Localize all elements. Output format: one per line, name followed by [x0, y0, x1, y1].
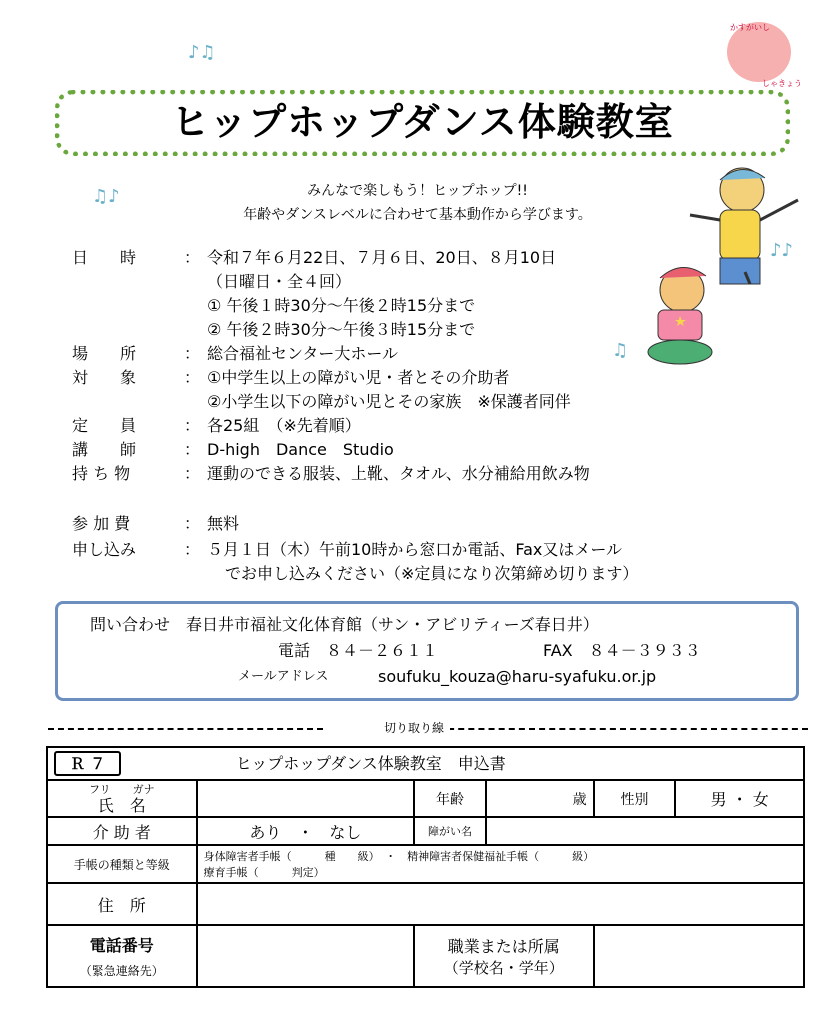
name-label: 氏 名 [97, 796, 146, 815]
assistant-field[interactable]: あり ・ なし [197, 817, 414, 845]
cut-dash-right [438, 728, 808, 730]
capacity-value: 各25組 （※先着順） [207, 416, 361, 435]
phone-row [47, 925, 804, 987]
gender-field[interactable]: 男 ・ 女 [675, 780, 804, 817]
cut-line-label: 切り取り線 [378, 719, 450, 736]
music-notes-icon: ♪♪ [770, 240, 793, 261]
colon: ： [183, 416, 200, 435]
contact-line: 問い合わせ 春日井市福祉文化体育館（サン・アビリティーズ春日井） [90, 615, 599, 634]
form-header-cell [47, 747, 804, 780]
notebook-label: 手帳の種類と等級 [47, 845, 197, 883]
contact-fax: FAX ８４－３９３３ [543, 641, 701, 660]
intro-line-1: みんなで楽しもう！ヒップホップ!! [307, 183, 528, 199]
capacity-row [72, 414, 361, 438]
colon: ： [183, 368, 200, 387]
address-field[interactable] [197, 883, 804, 925]
notebook-line-1: 身体障害者手帳（ 種 級） ・ 精神障害者保健福祉手帳（ 級） [203, 850, 595, 863]
instructor-value: D-high Dance Studio [207, 440, 394, 459]
colon: ： [183, 344, 200, 363]
colon: ： [183, 248, 200, 267]
apply-label: 申し込み [72, 540, 137, 559]
notebook-line-2: 療育手帳（ 判定） [203, 866, 325, 879]
age-unit: 歳 [572, 791, 587, 808]
music-notes-icon: ♫ [612, 340, 629, 361]
disability-label: 障がい名 [414, 817, 486, 845]
assistant-label: 介 助 者 [47, 817, 197, 845]
age-field[interactable] [486, 780, 594, 817]
furigana-label: フリ ガナ [89, 783, 155, 796]
apply-value-2: でお申し込みください（※定員になり次第締め切ります） [225, 564, 639, 583]
fee-value: 無料 [207, 514, 240, 533]
fee-row [72, 512, 239, 536]
phone-label-cell [47, 925, 197, 987]
occupation-sublabel: （学校名・学年） [443, 959, 564, 977]
date-value: 令和７年６月22日、７月６日、20日、８月10日 [207, 248, 557, 267]
target-value-2: ②小学生以下の障がい児とその家族 ※保護者同伴 [207, 392, 571, 411]
phone-label: 電話番号 [89, 936, 154, 955]
mail-address[interactable]: soufuku_kouza@haru-syafuku.or.jp [378, 667, 657, 686]
date-note: （日曜日・全４回） [207, 272, 352, 291]
place-value: 総合福祉センター大ホール [207, 344, 399, 363]
fee-label: 参 加 費 [72, 514, 131, 533]
instructor-label: 講 師 [72, 440, 137, 459]
age-label: 年齢 [414, 780, 486, 817]
colon: ： [183, 440, 200, 459]
page-title: ヒップホップダンス体験教室 [171, 100, 674, 144]
occupation-label-cell [414, 925, 594, 987]
music-notes-icon: ♫♪ [92, 186, 120, 207]
contact-tel: 電話 ８４－２６１１ [278, 641, 439, 660]
items-row [72, 462, 590, 486]
items-value: 運動のできる服装、上靴、タオル、水分補給用飲み物 [207, 464, 590, 483]
application-form [46, 746, 805, 988]
disability-field[interactable] [486, 817, 804, 845]
intro-line-2: 年齢やダンスレベルに合わせて基本動作から学びます。 [243, 207, 592, 223]
name-row [47, 780, 804, 817]
date-row [72, 246, 556, 270]
capacity-label: 定 員 [72, 416, 137, 435]
session-2: ② 午後２時30分～午後３時15分まで [207, 320, 476, 339]
mascot-caption-bottom: しゃきょう [762, 79, 802, 88]
phone-field[interactable] [197, 925, 414, 987]
phone-sublabel: （緊急連絡先） [79, 964, 164, 978]
colon: ： [183, 540, 200, 559]
place-row [72, 342, 398, 366]
contact-box [55, 601, 799, 701]
items-label: 持 ち 物 [72, 464, 131, 483]
colon: ： [183, 464, 200, 483]
cut-line [48, 718, 808, 738]
name-field[interactable] [197, 780, 414, 817]
apply-value-1: ５月１日（木）午前10時から窓口か電話、Fax又はメール [207, 540, 623, 559]
form-title: ヒップホップダンス体験教室 申込書 [235, 754, 506, 773]
notebook-field[interactable] [197, 845, 804, 883]
occupation-label: 職業または所属 [447, 937, 560, 956]
target-row [72, 366, 509, 390]
name-label-cell [47, 780, 197, 817]
form-header-row [47, 747, 804, 780]
mascot-caption-top: かすがいし [730, 23, 770, 32]
address-label: 住 所 [47, 883, 197, 925]
address-row [47, 883, 804, 925]
year-badge: Ｒ ７ [54, 751, 121, 776]
place-label: 場 所 [72, 344, 137, 363]
assistant-row [47, 817, 804, 845]
target-value-1: ①中学生以上の障がい児・者とその介助者 [207, 368, 510, 387]
session-1: ① 午後１時30分～午後２時15分まで [207, 296, 476, 315]
music-notes-icon: ♪♫ [188, 42, 216, 63]
target-label: 対 象 [72, 368, 137, 387]
apply-row [72, 538, 622, 562]
mail-label: メールアドレス [238, 669, 329, 684]
notebook-row [47, 845, 804, 883]
occupation-field[interactable] [594, 925, 804, 987]
cut-dash-left [48, 728, 323, 730]
date-label: 日 時 [72, 248, 137, 267]
colon: ： [183, 514, 200, 533]
gender-label: 性別 [594, 780, 676, 817]
instructor-row [72, 438, 394, 462]
